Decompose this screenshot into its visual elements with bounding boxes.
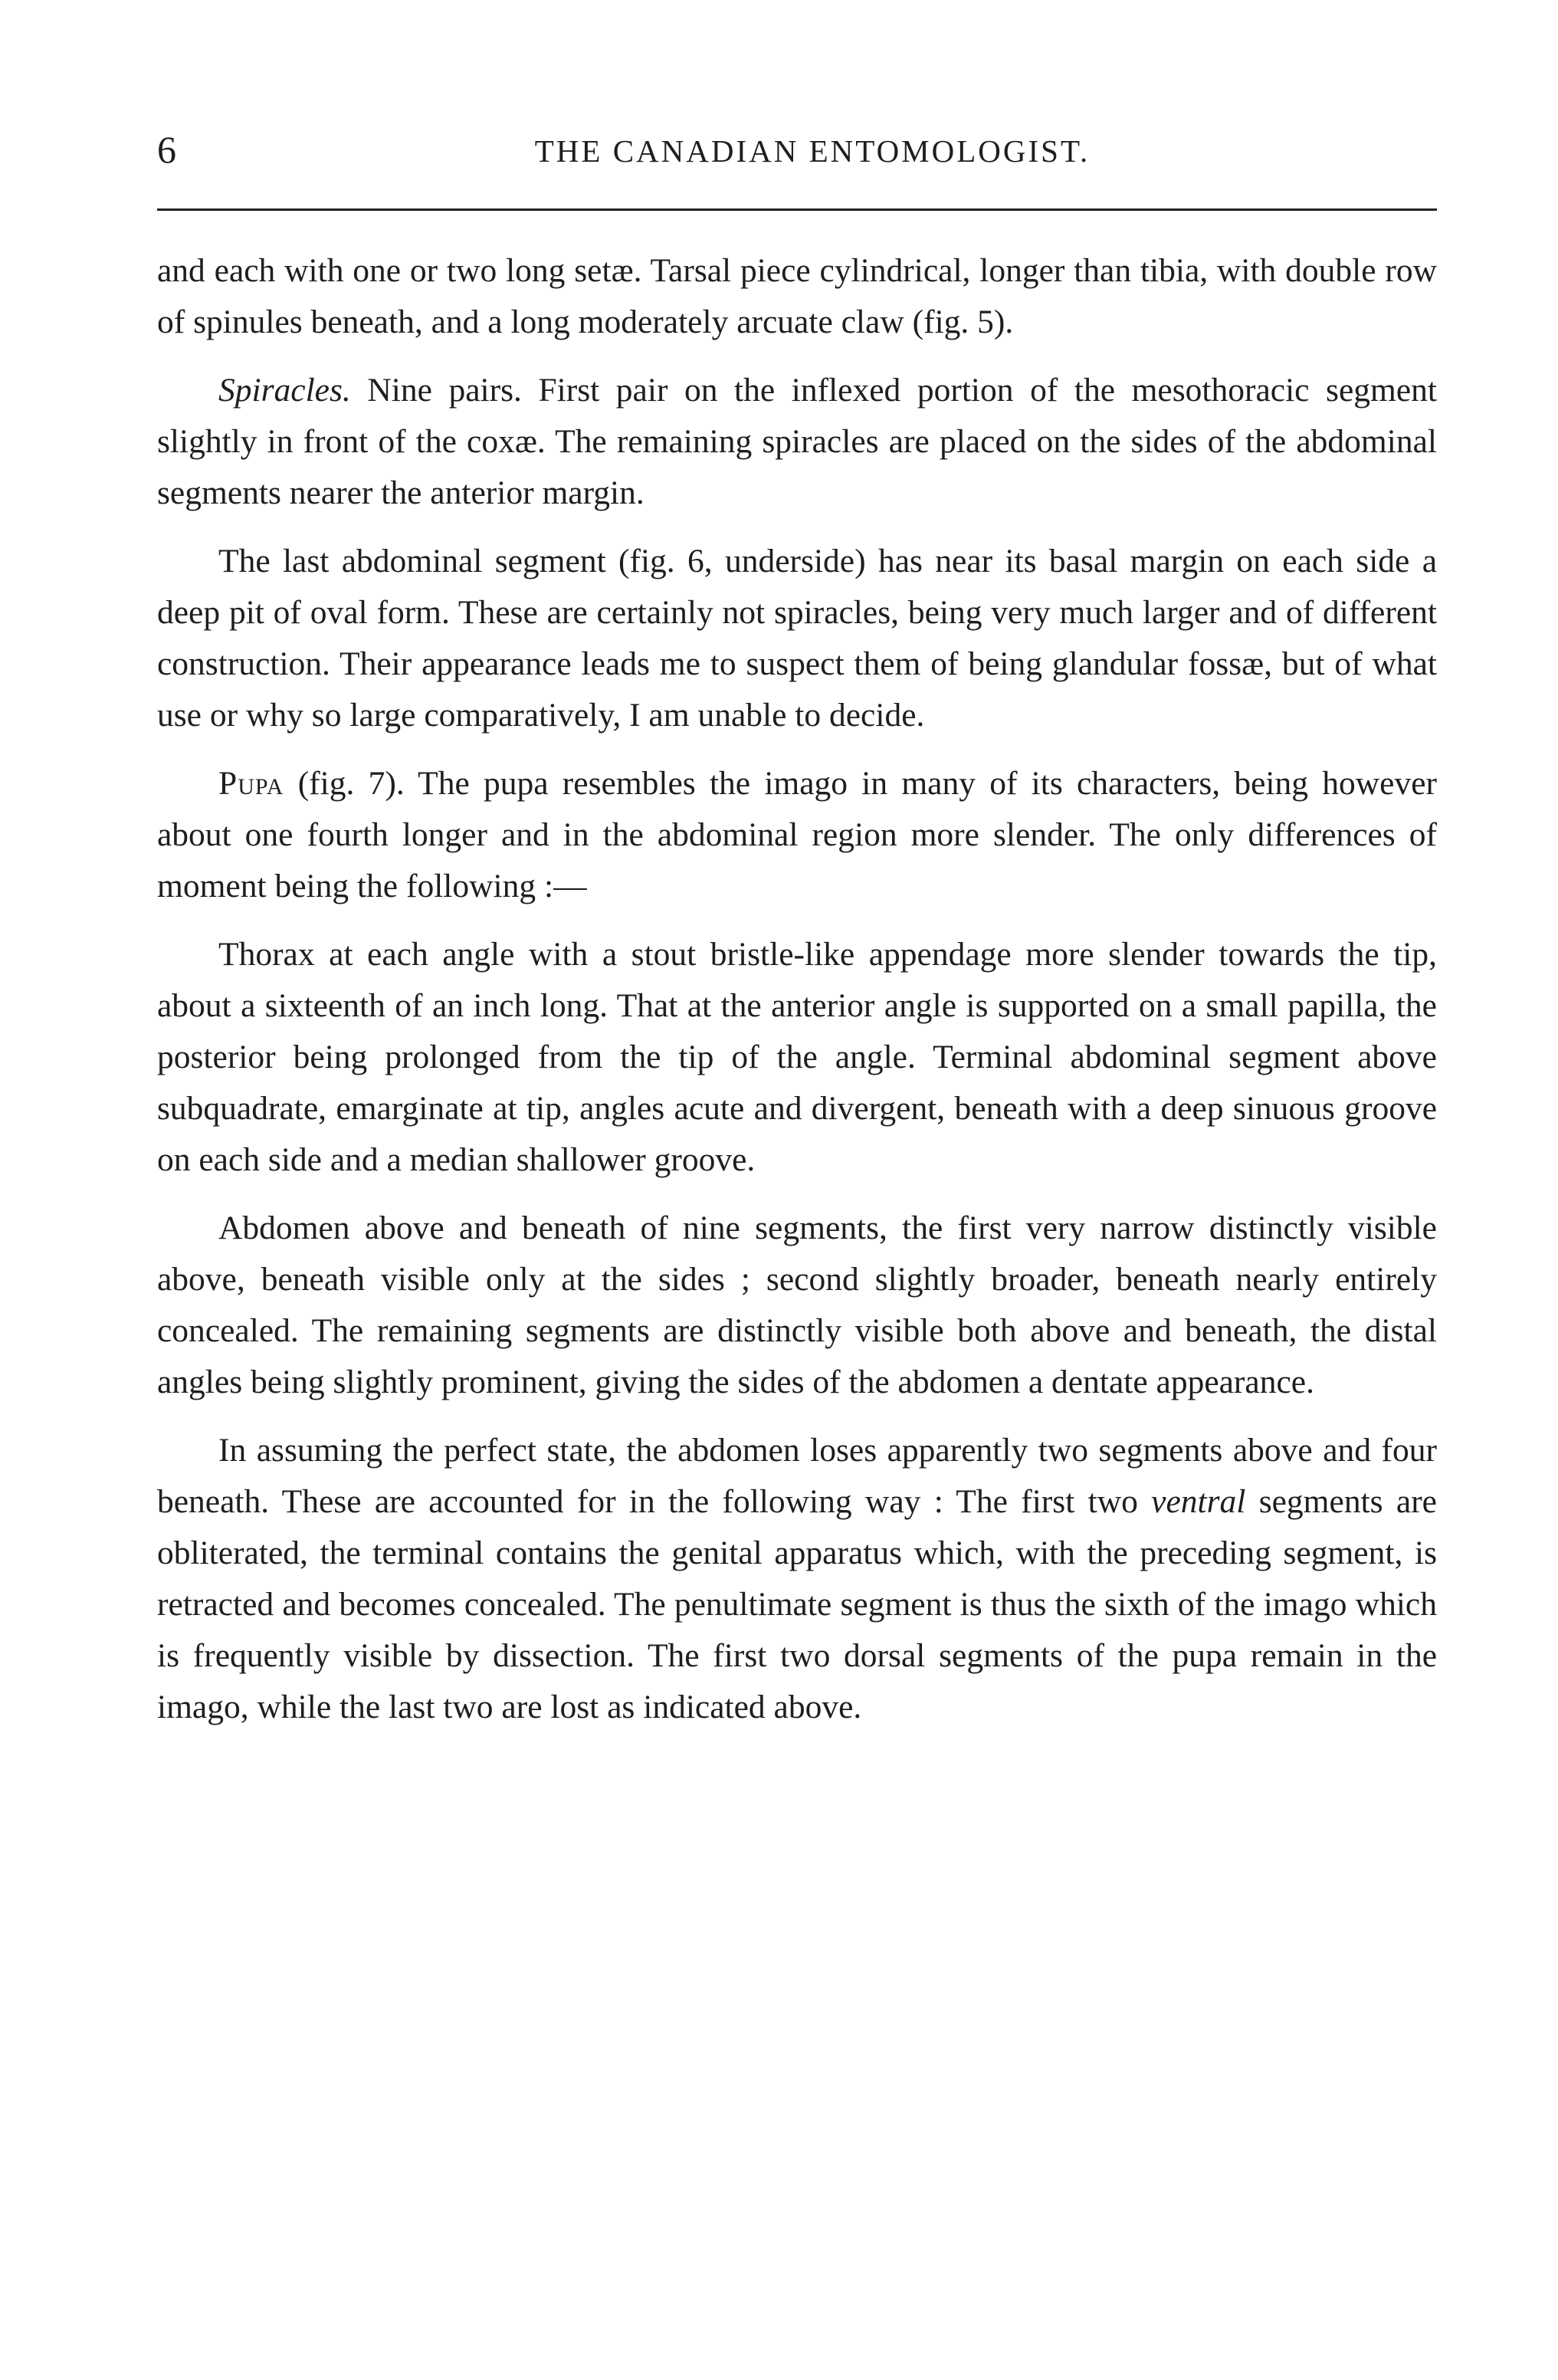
run-in-heading-spiracles: Spiracles. [218,372,351,409]
paragraph-last-abdominal-segment [157,536,1437,741]
paragraph-text: and each with one or two long setæ. Tarsal piece cylindrical, longer than tibia, with double row of spinules beneath, and a long moderately arcuate claw (fig. 5). [157,252,1437,340]
page-number: 6 [157,128,176,171]
paragraph-text: Nine pairs. First pair on the inflexed portion of the mesothoracic segment slightly in front of the coxæ. The remaining spiracles are placed on the sides of the abdominal segments nearer the anterior margin. [157,372,1437,511]
header-rule [157,208,1437,211]
paragraph-text: (fig. 7). The pupa resembles the imago in many of its characters, being however about one fourth longer and in the abdominal region more slender. The only differences of moment being the following :— [157,765,1437,904]
paragraph-thorax [157,929,1437,1186]
paragraph-perfect-state [157,1425,1437,1733]
body-text [157,245,1437,1750]
paragraph-text: Thorax at each angle with a stout bristle-like appendage more slender towards the tip, about a sixteenth of an inch long. That at the anterior angle is supported on a small papilla, the posterior being prolonged from the tip of the angle. Terminal abdominal segment above subquadrate, emarginate at tip, angles acute and divergent, beneath with a deep sinuous groove on each side and a median shallower groove. [157,936,1437,1178]
paragraph-text-start: In assuming the perfect state, the abdomen loses apparently two segments above and four beneath. These are accounted for in the following way : The first two [157,1432,1437,1520]
paragraph-abdomen [157,1203,1437,1408]
paragraph-spiracles [157,365,1437,519]
paragraph-text-end: segments are obliterated, the terminal contains the genital apparatus which, with the preceding segment, is retracted and becomes concealed. The penultimate segment is thus the sixth of the imago which is frequently visible by dissection. The first two dorsal segments of the pupa remain in the imago, while the last two are lost as indicated above. [157,1483,1437,1725]
run-in-heading-pupa: Pupa [218,765,284,802]
paragraph-text: Abdomen above and beneath of nine segments, the first very narrow distinctly visible above, beneath visible only at the sides ; second slightly broader, beneath nearly entirely concealed. The remaining segments are distinctly visible both above and beneath, the distal angles being slightly prominent, giving the sides of the abdomen a dentate appearance. [157,1210,1437,1400]
paragraph-text: The last abdominal segment (fig. 6, underside) has near its basal margin on each side a deep pit of oval form. These are certainly not spiracles, being very much larger and of different construction. Their appearance leads me to suspect them of being glandular fossæ, but of what use or why so large comparatively, I am unable to decide. [157,543,1437,734]
paragraph-pupa [157,758,1437,912]
page-header [157,126,1437,180]
paragraph-leg-description [157,245,1437,348]
italic-word-ventral: ventral [1151,1483,1246,1520]
running-head: THE CANADIAN ENTOMOLOGIST. [534,133,1091,169]
